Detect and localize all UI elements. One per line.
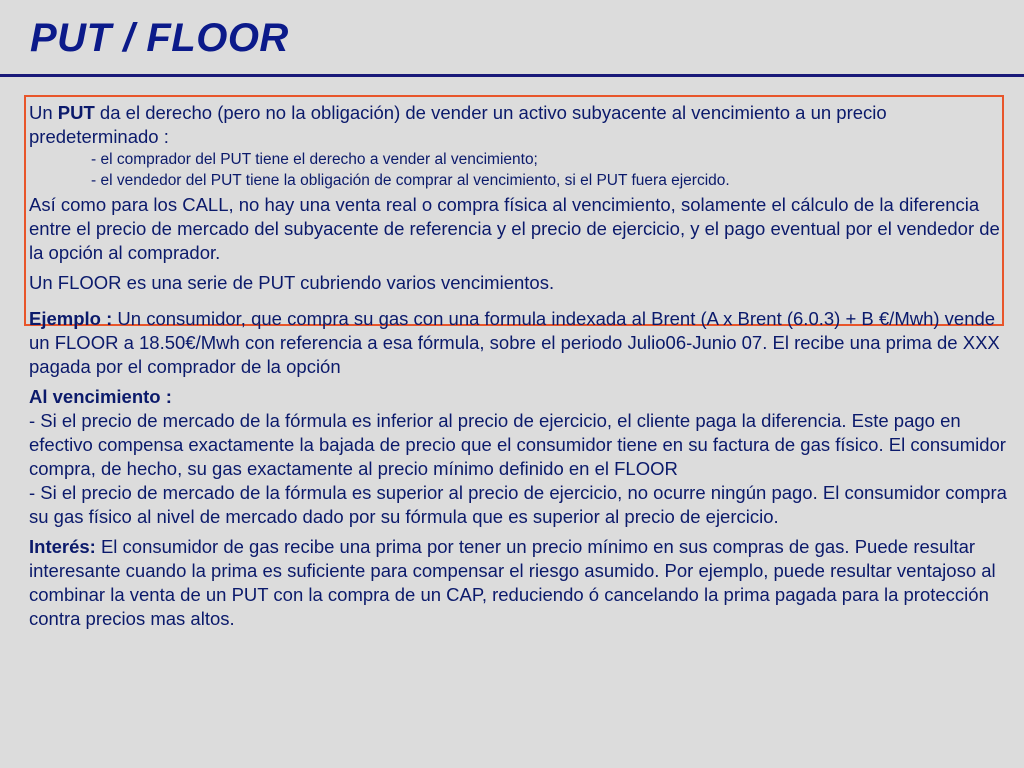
buyer-bullet: - el comprador del PUT tiene el derecho a vender al vencimiento; <box>91 151 538 168</box>
expiry-case-below-strike: - Si el precio de mercado de la fórmula es inferior al precio de ejercicio, el cliente paga la diferencia. Este pago en efectivo compensa exactamente la bajada de precio que el consumidor tiene en su factura de gas físico. El consumidor compra, de hecho, su gas exactamente al precio mínimo definido en el FLOOR <box>29 410 1006 479</box>
interest-paragraph: Interés: El consumidor de gas recibe una prima por tener un precio mínimo en sus compras de gas. Puede resultar interesante cuando la prima es suficiente para compensar el riesgo asumido. Por ejemplo, puede resultar ventajoso al combinar la venta de un PUT con la compra de un CAP, reduciendo ó cancelando la prima pagada para la protección contra precios mas altos. <box>29 536 996 629</box>
floor-definition: Un FLOOR es una serie de PUT cubriendo varios vencimientos. <box>29 272 555 293</box>
settlement-paragraph: Así como para los CALL, no hay una venta real o compra física al vencimiento, solamente el cálculo de la diferencia entre el precio de mercado del subyacente de referencia y el precio de ejercicio, y el pago eventual por el vendedor de la opción al comprador. <box>29 194 1000 263</box>
title-divider <box>0 74 1024 77</box>
expiry-case-above-strike: - Si el precio de mercado de la fórmula es superior al precio de ejercicio, no ocurre ningún pago. El consumidor compra su gas físico al nivel de mercado dado por su fórmula que es superior al precio de ejercicio. <box>29 482 1007 527</box>
example-label: Ejemplo : <box>29 308 113 329</box>
slide-title: PUT / FLOOR <box>30 16 289 60</box>
example-paragraph: Ejemplo : Un consumidor, que compra su gas con una formula indexada al Brent (A x Brent (6.0.3) + B €/Mwh) vende un FLOOR a 18.50€/Mwh con referencia a esa fórmula, sobre el periodo Julio06-Junio 07. El recibe una prima de XXX pagada por el comprador de la opción <box>29 308 1000 377</box>
slide-body <box>29 101 1009 631</box>
put-term: PUT <box>57 102 95 123</box>
expiry-label: Al vencimiento : <box>29 386 172 407</box>
put-definition: Un PUT da el derecho (pero no la obligación) de vender un activo subyacente al vencimiento a un precio predeterminado : <box>29 102 887 147</box>
interest-label: Interés: <box>29 536 96 557</box>
seller-bullet: - el vendedor del PUT tiene la obligación de comprar al vencimiento, si el PUT fuera ejercido. <box>91 172 730 189</box>
